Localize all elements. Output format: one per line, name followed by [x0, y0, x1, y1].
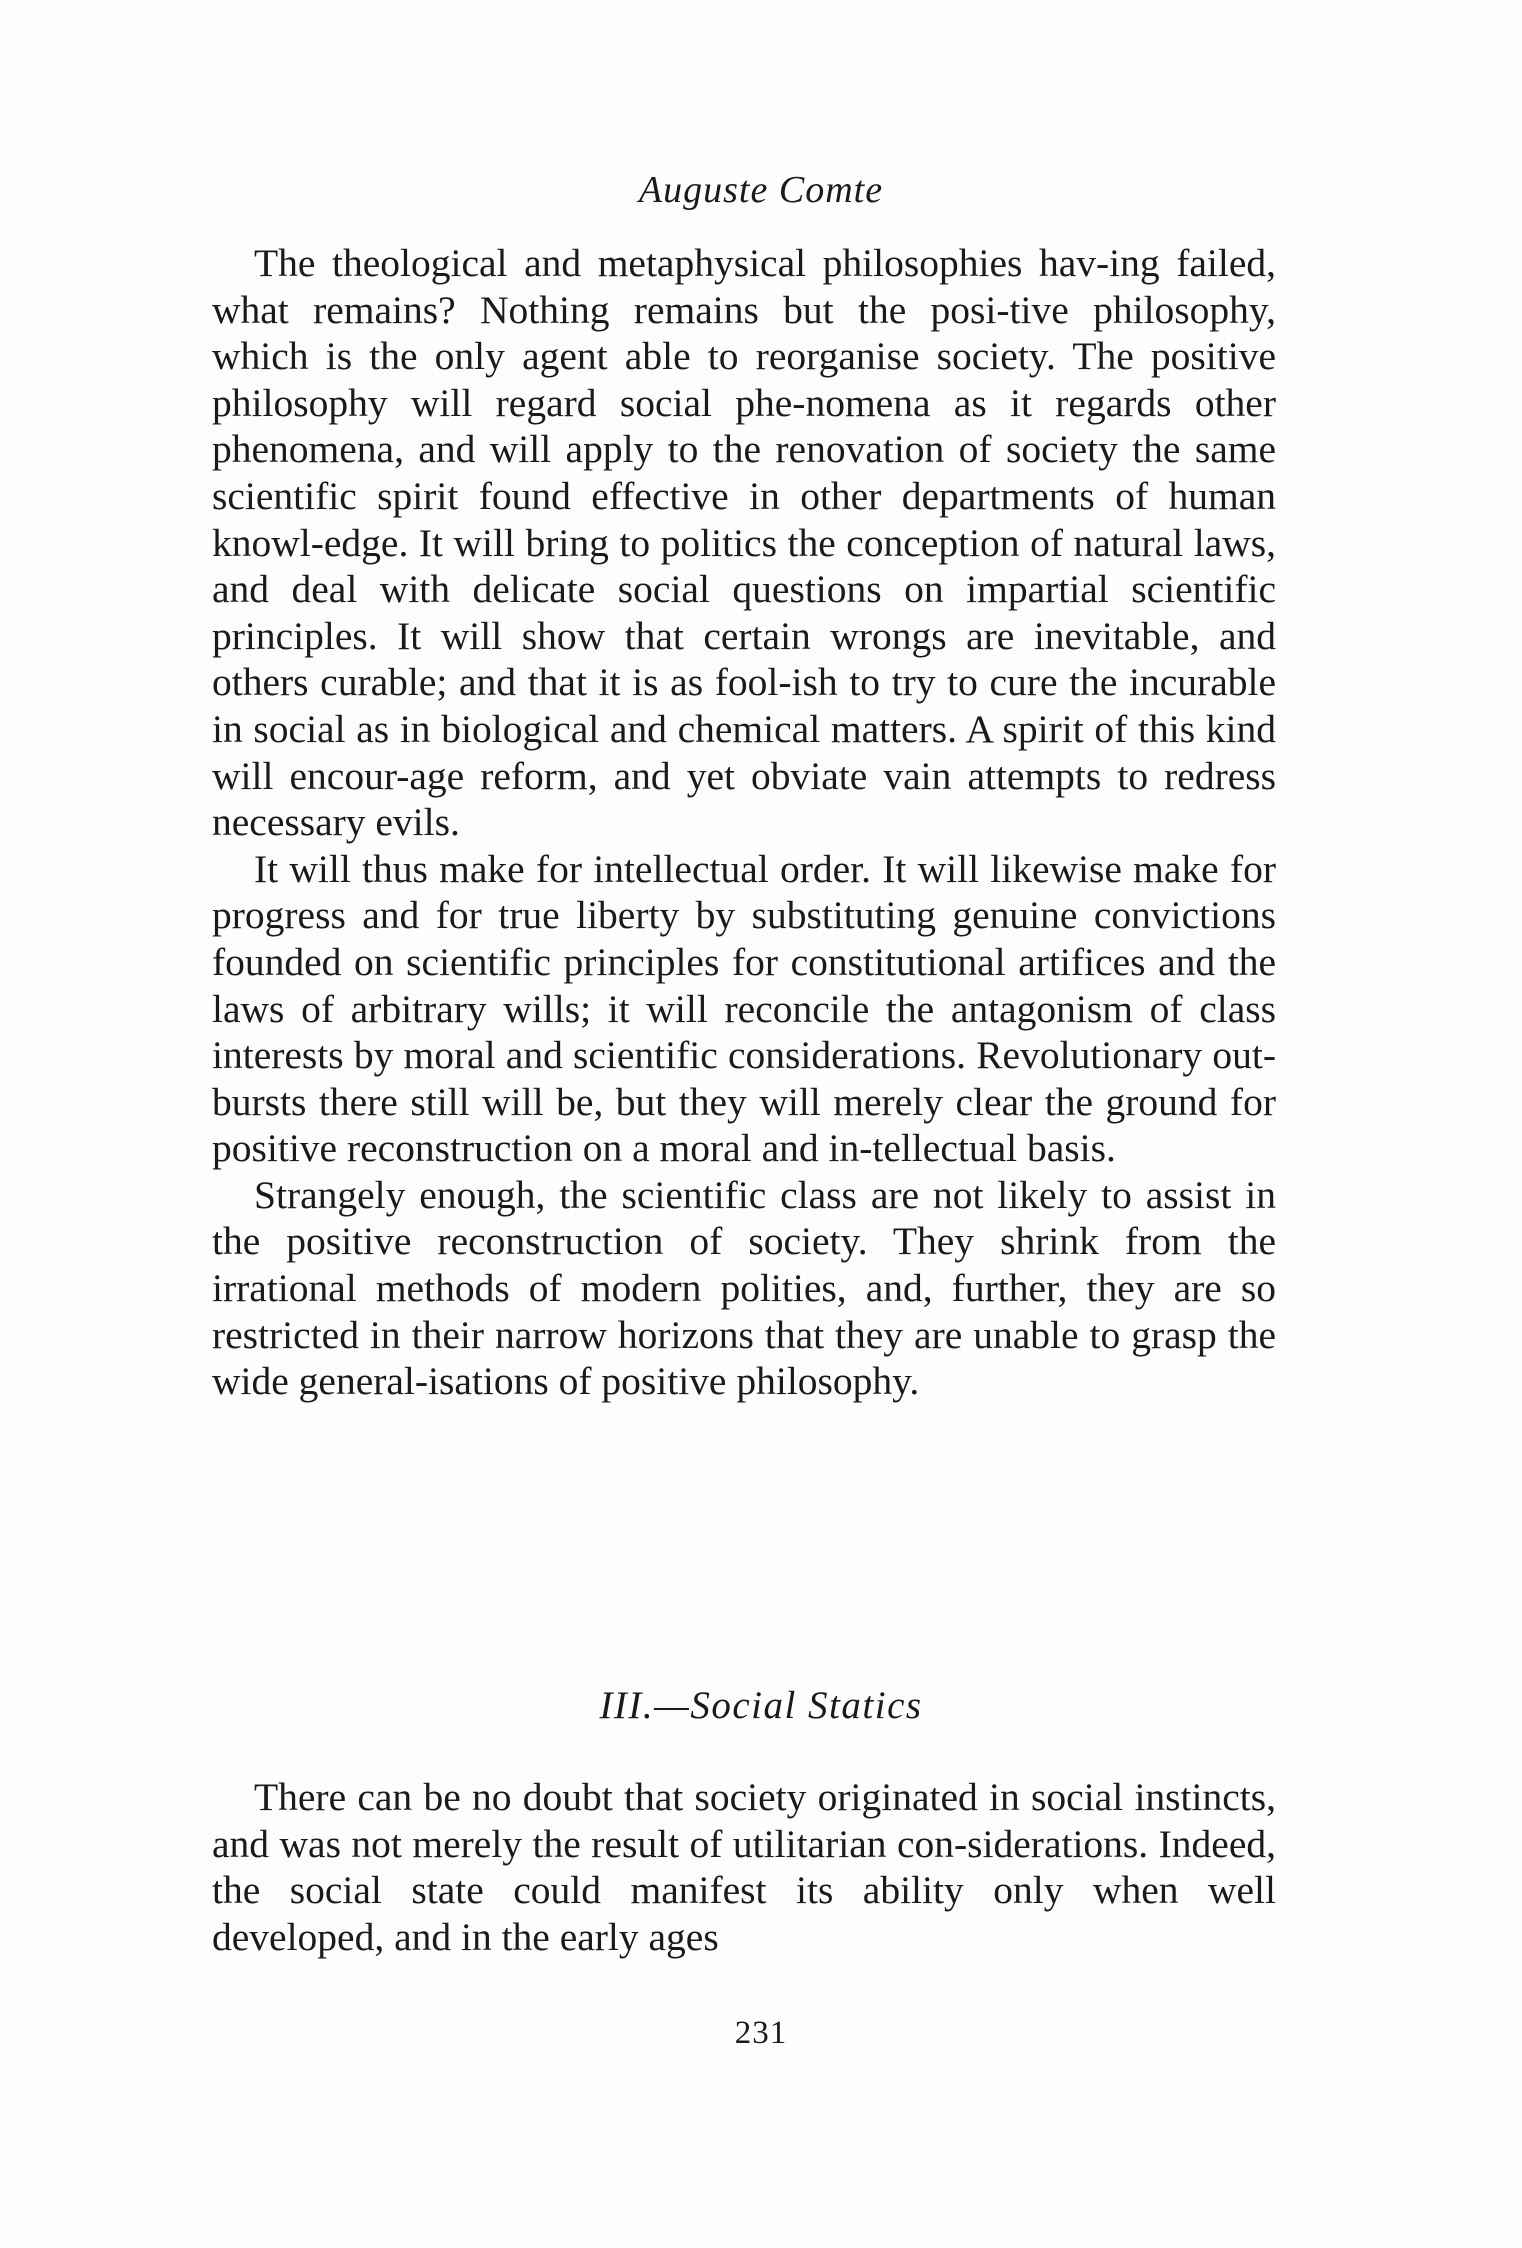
- paragraph: There can be no doubt that society originated in social instincts, and was not merely the result of utilitarian con-siderations. Indeed, the social state could manifest its ability only when well developed, and in the early ages: [212, 1775, 1276, 1959]
- paragraph: Strangely enough, the scientific class are not likely to assist in the positive reconstruction of society. They shrink from the irrational methods of modern polities, and, further, they are so restricted in their narrow horizons that they are unable to grasp the wide general-isations of positive philosophy.: [212, 1172, 1276, 1404]
- running-head: Auguste Comte: [638, 169, 884, 211]
- body-text-upper: [212, 240, 1276, 1405]
- paragraph: The theological and metaphysical philosophies hav-ing failed, what remains? Nothing remains but the posi-tive philosophy, which is the only agent able to reorganise society. The positive philosophy will regard social phe-nomena as it regards other phenomena, and will apply to the renovation of society the same scientific spirit found effective in other departments of human knowl-edge. It will bring to politics the conception of natural laws, and deal with delicate social questions on impartial scientific principles. It will show that certain wrongs are inevitable, and others curable; and that it is as fool-ish to try to cure the incurable in social as in biological and chemical matters. A spirit of this kind will encour-age reform, and yet obviate vain attempts to redress necessary evils.: [212, 241, 1276, 845]
- page-number: 231: [734, 2015, 788, 2051]
- body-text-lower: [212, 1774, 1276, 1960]
- paragraph: It will thus make for intellectual order. It will likewise make for progress and for true liberty by substituting genuine convictions founded on scientific principles for constitutional artifices and the laws of arbitrary wills; it will reconcile the antagonism of class interests by moral and scientific considerations. Revolutionary out-bursts there still will be, but they will merely clear the ground for positive reconstruction on a moral and in-tellectual basis.: [212, 846, 1276, 1171]
- section-heading: III.—Social Statics: [599, 1684, 923, 1727]
